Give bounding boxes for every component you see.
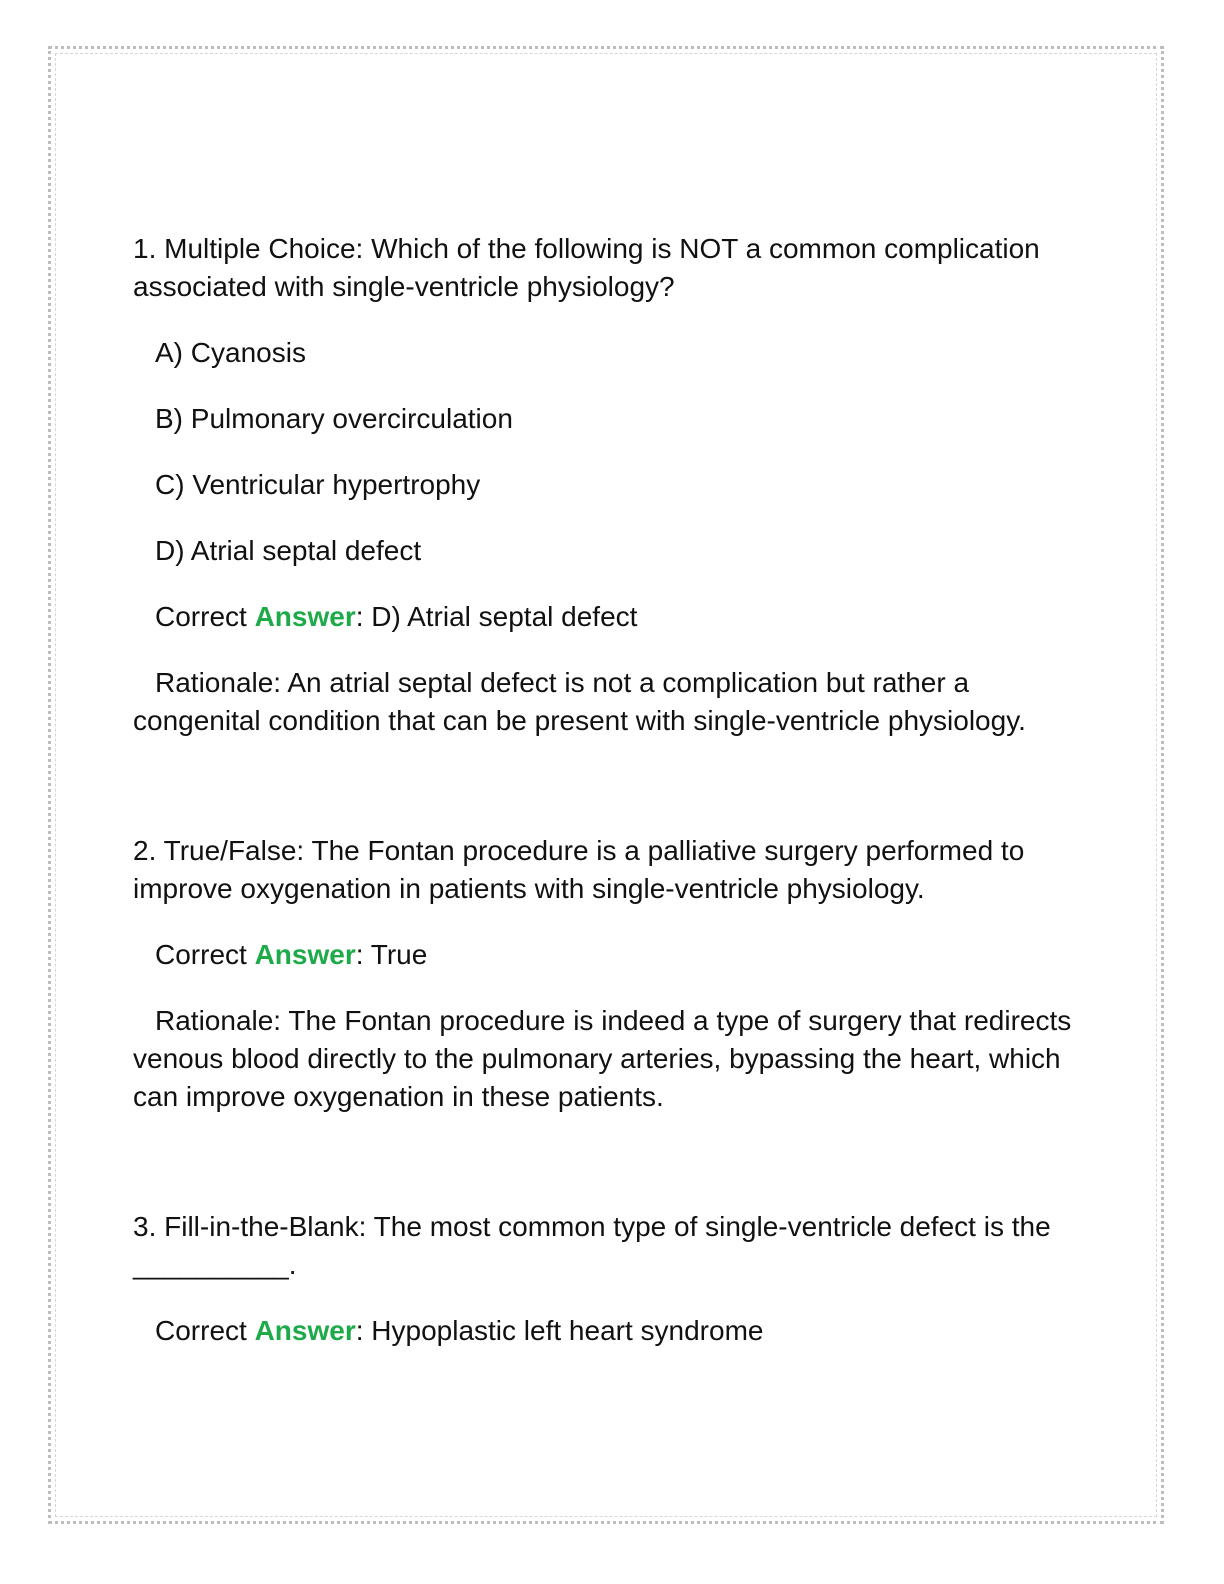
question-1-option-b: B) Pulmonary overcirculation (155, 403, 513, 434)
question-2 (133, 832, 1093, 1116)
rationale-first-line: Rationale: The Fontan procedure is indeed a type of surgery that (155, 1005, 957, 1036)
rationale-first-line: Rationale: An atrial septal defect is not a complication but rather a (155, 667, 970, 698)
rationale-continuation: congenital condition that can be present with single-ventricle physiology. (133, 705, 1026, 736)
question-2-answer (133, 936, 1093, 974)
question-1 (133, 230, 1093, 740)
answer-prefix: Correct (155, 939, 255, 970)
answer-value: : True (355, 939, 428, 970)
answer-value: : Hypoplastic left heart syndrome (355, 1315, 764, 1346)
question-3-stem: 3. Fill-in-the-Blank: The most common type of single-ventricle defect is the __________. (133, 1211, 1051, 1280)
answer-prefix: Correct (155, 601, 255, 632)
question-1-option-c: C) Ventricular hypertrophy (155, 469, 481, 500)
section-spacer (133, 1144, 1093, 1208)
question-3-answer (133, 1312, 1093, 1350)
question-1-rationale (133, 664, 1093, 740)
answer-prefix: Correct (155, 1315, 255, 1346)
rationale-continuation: redirects venous blood directly to the pulmonary arteries, bypassing the heart, which can improve oxygenation in these patients. (133, 1005, 1072, 1112)
question-2-rationale (133, 1002, 1093, 1116)
answer-label: Answer (254, 601, 356, 632)
section-spacer (133, 768, 1093, 832)
question-1-option-d: D) Atrial septal defect (155, 535, 422, 566)
answer-label: Answer (254, 1315, 356, 1346)
answer-value: : D) Atrial septal defect (355, 601, 638, 632)
answer-label: Answer (254, 939, 356, 970)
question-3 (133, 1208, 1093, 1350)
document-body (133, 230, 1093, 1378)
question-1-stem: 1. Multiple Choice: Which of the following is NOT a common complication associated with single-ventricle physiology? (133, 233, 1040, 302)
question-1-answer (133, 598, 1093, 636)
question-1-option-a: A) Cyanosis (155, 337, 306, 368)
question-2-stem: 2. True/False: The Fontan procedure is a palliative surgery performed to improve oxygenation in patients with single-ventricle physiology. (133, 835, 1025, 904)
